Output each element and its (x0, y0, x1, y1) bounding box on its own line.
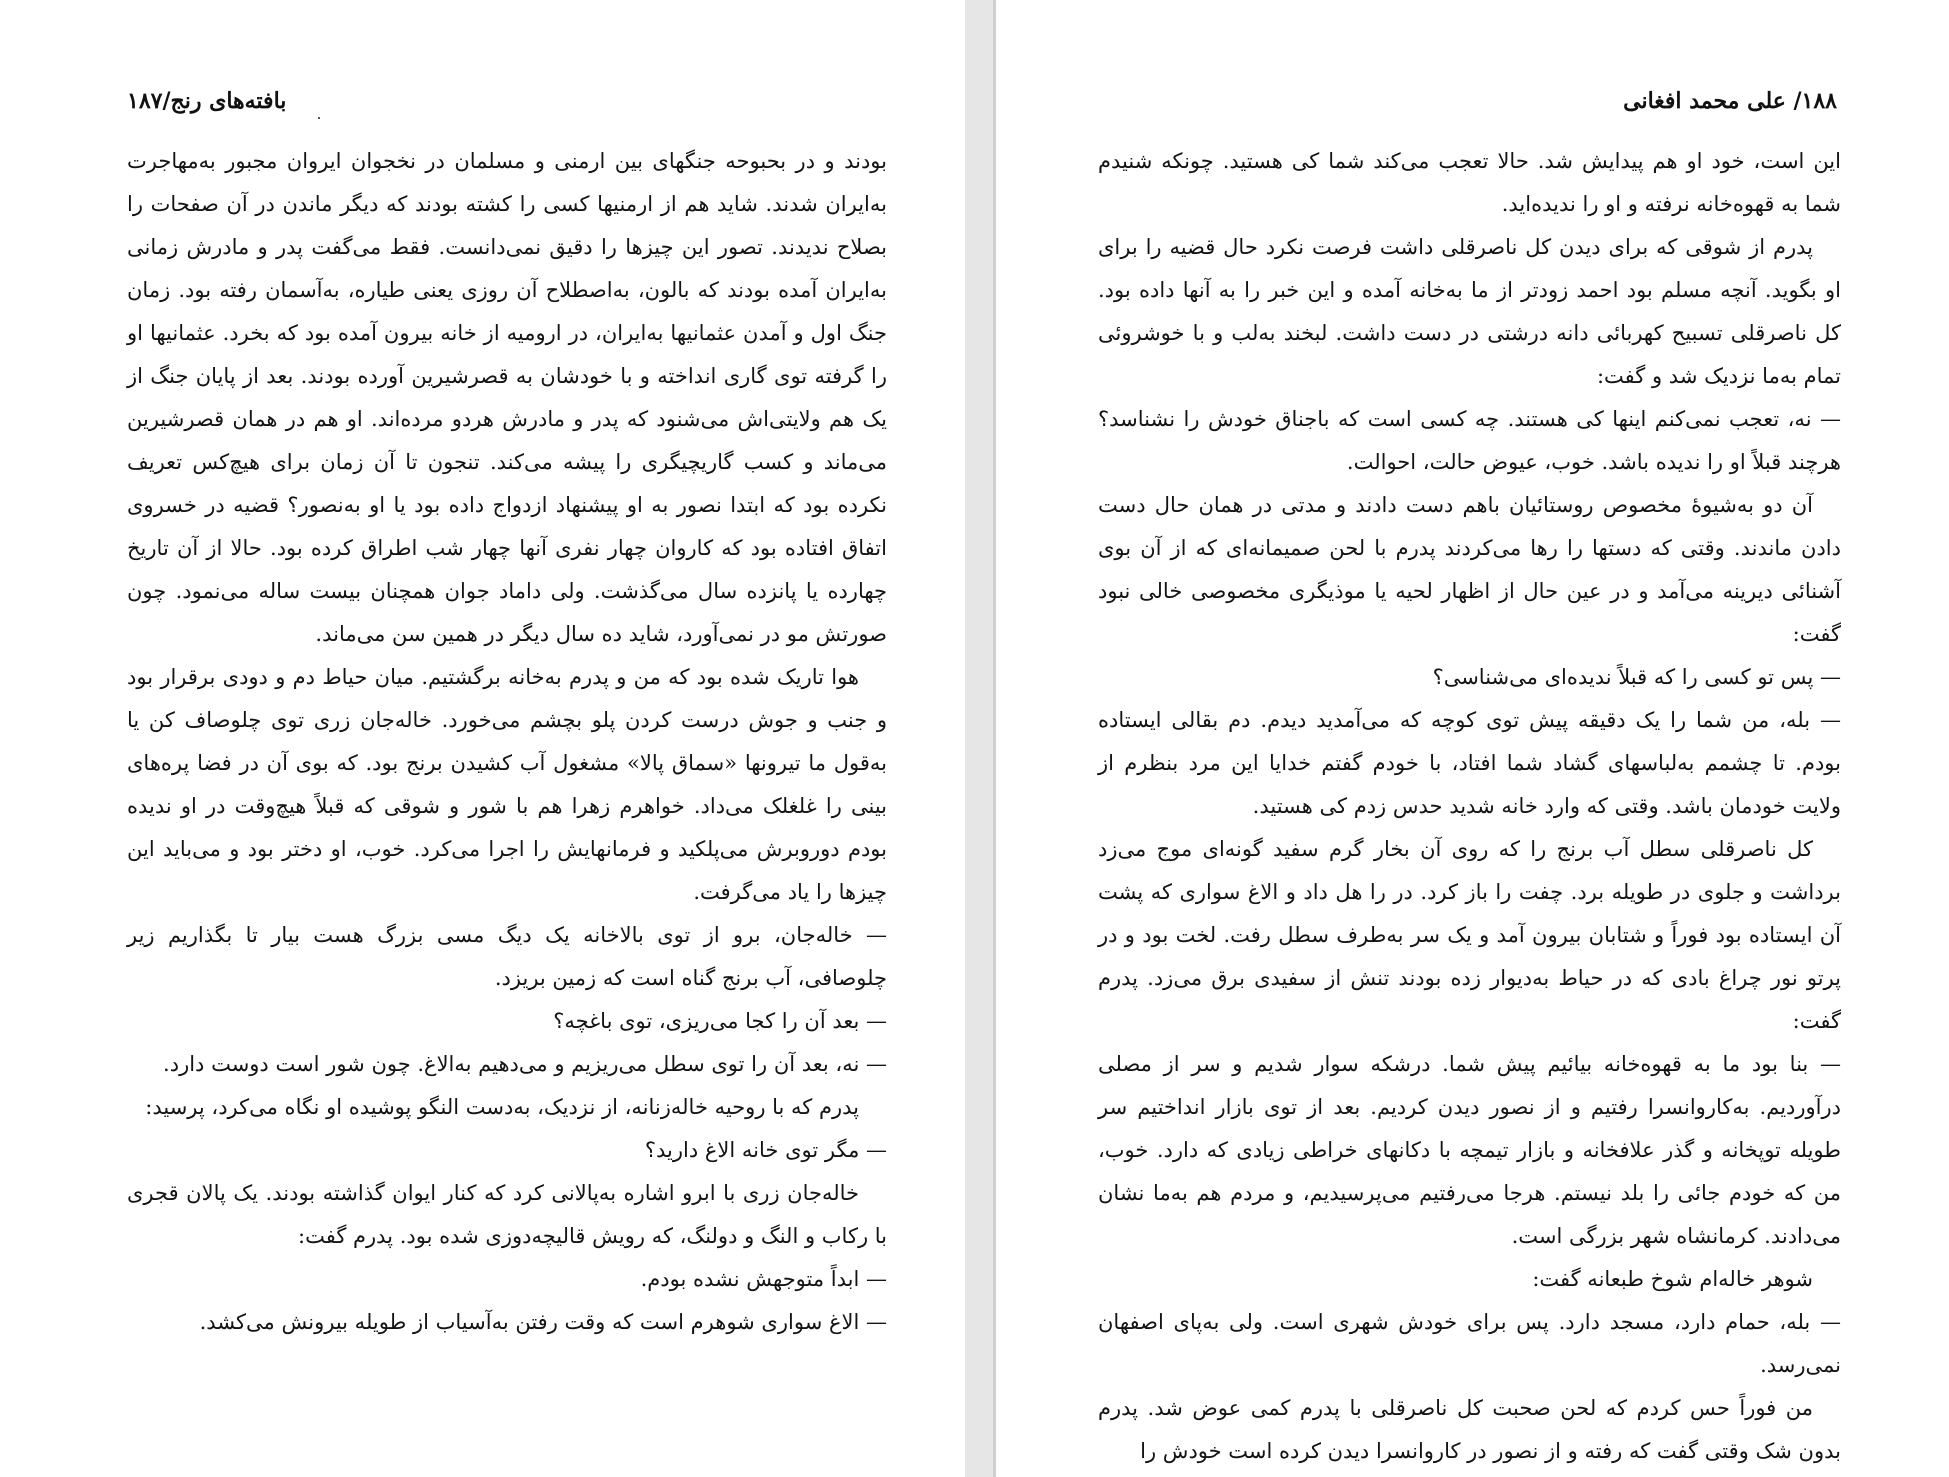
dialogue-line: — بله، من شما را یک دقیقه پیش توی کوچه که می‌آمدید دیدم. دم بقالی ایستاده بودم. تا چشمم به‌لباسهای گشاد شما افتاد، با خودم گفتم خدایا این مرد بنظرم از ولایت خودمان باشد. وقتی که وارد خانه شدید حدس زدم کی هستید. (1098, 708, 1841, 818)
paragraph: این است، خود او هم پیدایش شد. حالا تعجب می‌کند شما کی هستید. چونکه شنیدم شما به قهوه‌خانه نرفته و او را ندیده‌اید. (1098, 149, 1841, 216)
paragraph: پدرم که با روحیه خاله‌زنانه، از نزدیک، به‌دست النگو پوشیده او نگاه می‌کرد، پرسید: (145, 1095, 859, 1119)
page-edge-line (993, 0, 996, 1477)
paragraph: خاله‌جان زری با ابرو اشاره به‌پالانی کرد که کنار ایوان گذاشته بودند. یک پالان قجری با رکاب و النگ و دولنگ، که رویش قالیچه‌دوزی شده بود. پدرم گفت: (127, 1181, 887, 1248)
paragraph: پدرم از شوقی که برای دیدن کل ناصرقلی داشت فرصت نکرد حال قضیه را برای او بگوید. آنچه مسلم بود احمد زودتر از ما به‌خانه آمده و این خبر را به آنها داده بود. کل ناصرقلی تسبیح کهربائی دانه درشتی در دست داشت. لبخند به‌لب و با خوشروئی تمام به‌ما نزدیک شد و گفت: (1098, 235, 1841, 388)
dialogue-line: — بله، حمام دارد، مسجد دارد. پس برای خودش شهری است. ولی به‌پای اصفهان نمی‌رسد. (1098, 1310, 1841, 1377)
dialogue-line: — نه، تعجب نمی‌کنم اینها کی هستند. چه کسی است که باجناق خودش را نشناسد؟ هرچند قبلاً او را ندیده باشد. خوب، عیوض حالت، احوالت. (1098, 407, 1841, 474)
paragraph: بودند و در بحبوحه جنگهای بین ارمنی و مسلمان در نخجوان ایروان مجبور به‌مهاجرت به‌ایران شدند. شاید هم از ارمنیها کسی را کشته بودند که دیگر ماندن در آن صفحات را بصلاح ندیدند. تصور این چیزها را دقیق نمی‌دانست. فقط می‌گفت پدر و مادرش زمانی به‌ایران آمده بودند که بالون، به‌اصطلاح آن روزی یعنی طیاره، به‌آسمان رفته بود. زمان جنگ اول و آمدن عثمانیها به‌ایران، در ارومیه از خانه بیرون آمده بود که بخرد. عثمانیها او را گرفته توی گاری انداخته و با خودشان به قصرشیرین آورده بودند. بعد از پایان جنگ از یک هم ولایتی‌اش می‌شنود که پدر و مادرش هردو مرده‌اند. او هم در همان قصرشیرین می‌ماند و کسب گاریچیگری را پیشه می‌کند. تنجون تا آن زمان برای هیچ‌کس تعریف نکرده بود که ابتدا نصور به او پیشنهاد ازدواج داده بود یا او به‌نصور؟ قضیه در خسروی اتفاق افتاده بود که کاروان چهار نفری آنها چهار شب اطراق کرده بود. حالا از آن تاریخ چهارده یا پانزده سال می‌گذشت. ولی داماد جوان همچنان بیست ساله می‌نمود. چون صورتش مو در نمی‌آورد، شاید ده سال دیگر در همین سن می‌ماند. (127, 149, 887, 646)
dialogue-line: — نه، بعد آن را توی سطل می‌ریزیم و می‌دهیم به‌الاغ. چون شور است دوست دارد. (163, 1052, 887, 1076)
right-page-body (1098, 140, 1841, 1473)
dialogue-line: — پس تو کسی را که قبلاً ندیده‌ای می‌شناسی؟ (1432, 665, 1841, 689)
dialogue-line: — بنا بود ما به قهوه‌خانه بیائیم پیش شما. درشکه سوار شدیم و سر از مصلی درآوردیم. به‌کاروانسرا رفتیم و از نصور دیدن کردیم. بعد از توی بازار انداختیم سر طویله توپخانه و گذر علافخانه و بازار تیمچه با دکانهای خراطی زیادی که دارد. خوب، من که خودم جائی را بلد نیستم. هرجا می‌رفتیم می‌پرسیدیم، و مردم هم به‌ما نشان می‌دادند. کرمانشاه شهر بزرگی است. (1098, 1052, 1842, 1248)
left-page-header: بافته‌های رنج/۱۸۷ (127, 88, 287, 114)
page-gutter (965, 0, 993, 1477)
dialogue-line: — الاغ سواری شوهرم است که وقت رفتن به‌آسیاب از طویله بیرونش می‌کشد. (199, 1310, 887, 1334)
paragraph: کل ناصرقلی سطل آب برنج را که روی آن بخار گرم سفید گونه‌ای موج می‌زد برداشت و جلوی در طویله برد. چفت را باز کرد. در را هل داد و الاغ سواری که پشت آن ایستاده بود فوراً و شتابان بیرون آمد و یک سر به‌طرف سطل رفت. لخت بود و در پرتو نور چراغ بادی که در حیاط به‌دیوار زده بودند تنش از سفیدی برق می‌زد. پدرم گفت: (1098, 837, 1841, 1033)
paragraph: هوا تاریک شده بود که من و پدرم به‌خانه برگشتیم. میان حیاط دم و دودی برقرار بود و جنب و جوش درست کردن پلو بچشم می‌خورد. خاله‌جان زری توی چلوصاف کن یا به‌قول ما تیرونها «سماق پالا» مشغول آب کشیدن برنج بود. که بوی آن در فضا پره‌های بینی را غلغلک می‌داد. خواهرم زهرا هم با شور و شوقی که قبلاً هیچ‌وقت در او ندیده بودم دوروبرش می‌پلکید و فرمانهایش را اجرا می‌کرد. خوب، او دختر بود و می‌باید این چیزها را یاد می‌گرفت. (127, 665, 887, 904)
dialogue-line: — مگر توی خانه الاغ دارید؟ (644, 1138, 887, 1162)
right-page (993, 0, 1949, 1477)
left-page (0, 0, 965, 1477)
right-page-header: ۱۸۸/ علی محمد افغانی (1623, 88, 1837, 114)
paragraph: من فوراً حس کردم که لحن صحبت کل ناصرقلی با پدرم کمی عوض شد. پدرم بدون شک وقتی گفت که رفته و از نصور در کاروانسرا دیدن کرده است خودش را (1098, 1396, 1841, 1463)
dialogue-line: — بعد آن را کجا می‌ریزی، توی باغچه؟ (553, 1009, 887, 1033)
dialogue-line: — خاله‌جان، برو از توی بالاخانه یک دیگ مسی بزرگ هست بیار تا بگذاریم زیر چلوصافی، آب برنج گناه است که زمین بریزد. (127, 923, 887, 990)
left-page-body (127, 140, 887, 1344)
paragraph: آن دو به‌شیوهٔ مخصوص روستائیان باهم دست دادند و مدتی در همان حال دست دادن ماندند. وقتی که دستها را رها می‌کردند پدرم با لحن صمیمانه‌ای که از آن بوی آشنائی دیرینه می‌آمد و در عین حال از اظهار لحیه یا موذیگری مخصوصی خالی نبود گفت: (1098, 493, 1841, 646)
paragraph: شوهر خاله‌ام شوخ طبعانه گفت: (1532, 1267, 1813, 1291)
dialogue-line: — ابداً متوجهش نشده بودم. (640, 1267, 887, 1291)
print-speck (318, 117, 320, 119)
